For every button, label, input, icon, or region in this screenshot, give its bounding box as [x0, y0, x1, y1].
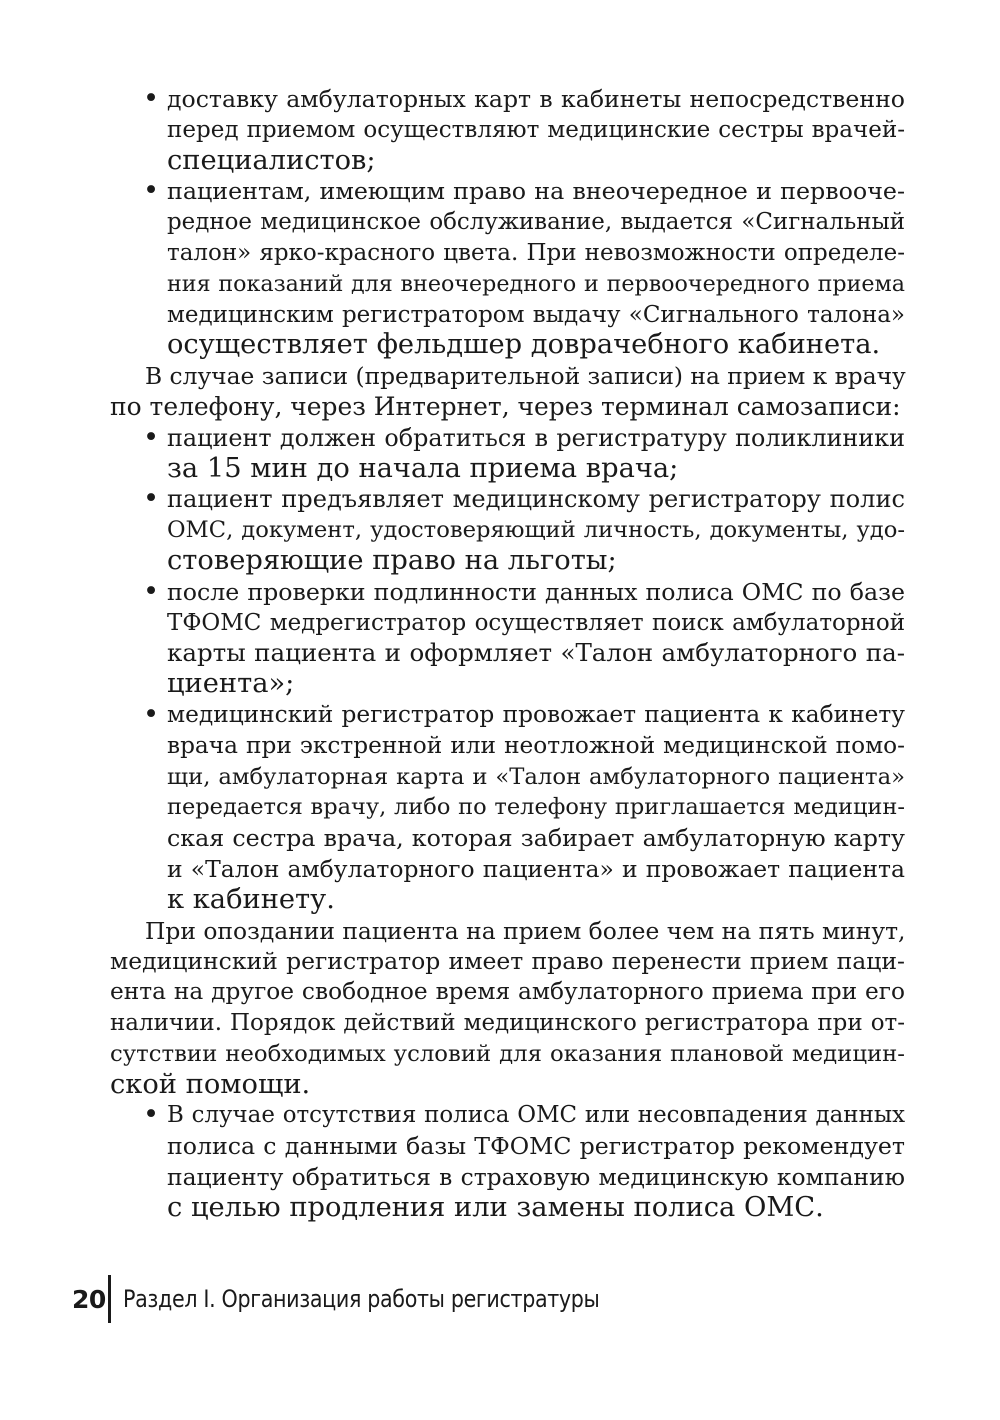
text-line: за 15 мин до начала приема врача;: [167, 452, 679, 484]
text-line: врача при экстренной или неотложной медицинской помо-: [167, 731, 905, 759]
text-line: циента»;: [167, 668, 295, 700]
text-line: ской помощи.: [110, 1068, 311, 1100]
bullet-list: [110, 1100, 905, 1223]
paragraph: [110, 361, 905, 423]
list-item: [110, 484, 905, 576]
paragraph: [110, 916, 905, 1101]
text-line: передается врачу, либо по телефону приглашается медицин-: [167, 794, 905, 821]
bullet-list: [110, 423, 905, 916]
bullet-marker: •: [143, 421, 160, 453]
list-item: [110, 176, 905, 361]
bullet-marker: •: [143, 83, 160, 114]
text-line: после проверки подлинности данных полиса ОМС по базе: [167, 577, 905, 606]
page-number: 20: [72, 1284, 106, 1314]
text-line: ская сестра врача, которая забирает амбулаторную карту: [167, 824, 905, 853]
text-line: ТФОМС медрегистратор осуществляет поиск амбулаторной: [167, 609, 905, 636]
page-footer: [72, 1275, 677, 1323]
text-line: ния показаний для внеочередного и первоочередного приема: [167, 270, 905, 297]
text-line: сутствии необходимых условий для оказания плановой медицин-: [110, 1040, 905, 1067]
text-line: карты пациента и оформляет «Талон амбулаторного па-: [167, 638, 905, 668]
text-line: с целью продления или замены полиса ОМС.: [167, 1191, 824, 1223]
text-line: редное медицинское обслуживание, выдается «Сигнальный: [167, 209, 905, 236]
list-item: [110, 423, 905, 485]
bullet-marker: •: [143, 483, 160, 515]
bullet-marker: •: [143, 575, 160, 607]
text-line: талон» ярко-красного цвета. При невозможности определе-: [167, 239, 905, 266]
text-line: специалистов;: [167, 144, 376, 176]
text-line: щи, амбулаторная карта и «Талон амбулаторного пациента»: [167, 763, 905, 790]
text-line: ОМС, документ, удостоверяющий личность, документы, удо-: [167, 517, 905, 544]
text-line: к кабинету.: [167, 883, 335, 915]
bullet-marker: •: [143, 175, 160, 207]
text-line: осуществляет фельдшер доврачебного кабинета.: [167, 329, 881, 361]
text-line: пациент предъявляет медицинскому регистратору полис: [167, 485, 905, 514]
list-item: [110, 700, 905, 916]
bullet-marker: •: [143, 1099, 160, 1131]
text-line: полиса с данными базы ТФОМС регистратор рекомендует: [167, 1132, 905, 1161]
footer-divider: [108, 1275, 111, 1323]
text-line: В случае записи (предварительной записи) на прием к врачу: [145, 362, 906, 391]
text-line: медицинским регистратором выдачу «Сигнального талона»: [167, 301, 905, 328]
text-line: медицинский регистратор имеет право перенести прием паци-: [110, 947, 905, 976]
text-line: пациентам, имеющим право на внеочередное и первооче-: [167, 177, 905, 206]
text-line: перед приемом осуществляют медицинские сестры врачей-: [167, 116, 905, 143]
text-line: и «Талон амбулаторного пациента» и провожает пациента: [167, 854, 905, 883]
text-line: В случае отсутствия полиса ОМС или несовпадения данных: [167, 1102, 905, 1129]
text-line: наличии. Порядок действий медицинского регистратора при от-: [110, 1009, 905, 1036]
page-body: [110, 84, 905, 1223]
text-line: ента на другое свободное время амбулаторного приема при его: [110, 978, 905, 1006]
bullet-marker: •: [143, 698, 160, 730]
bullet-list: [110, 84, 905, 361]
text-line: медицинский регистратор провожает пациента к кабинету: [167, 700, 905, 728]
text-line: по телефону, через Интернет, через терминал самозаписи:: [110, 391, 901, 421]
list-item: [110, 577, 905, 700]
list-item: [110, 84, 905, 176]
text-line: доставку амбулаторных карт в кабинеты непосредственно: [167, 85, 905, 113]
running-title: Раздел I. Организация работы регистратуры: [123, 1285, 600, 1313]
text-line: При опоздании пациента на прием более чем на пять минут,: [145, 916, 906, 945]
text-line: пациенту обратиться в страховую медицинскую компанию: [167, 1162, 905, 1191]
text-line: стоверяющие право на льготы;: [167, 544, 617, 576]
list-item: [110, 1100, 905, 1223]
text-line: пациент должен обратиться в регистратуру поликлиники: [167, 423, 905, 452]
